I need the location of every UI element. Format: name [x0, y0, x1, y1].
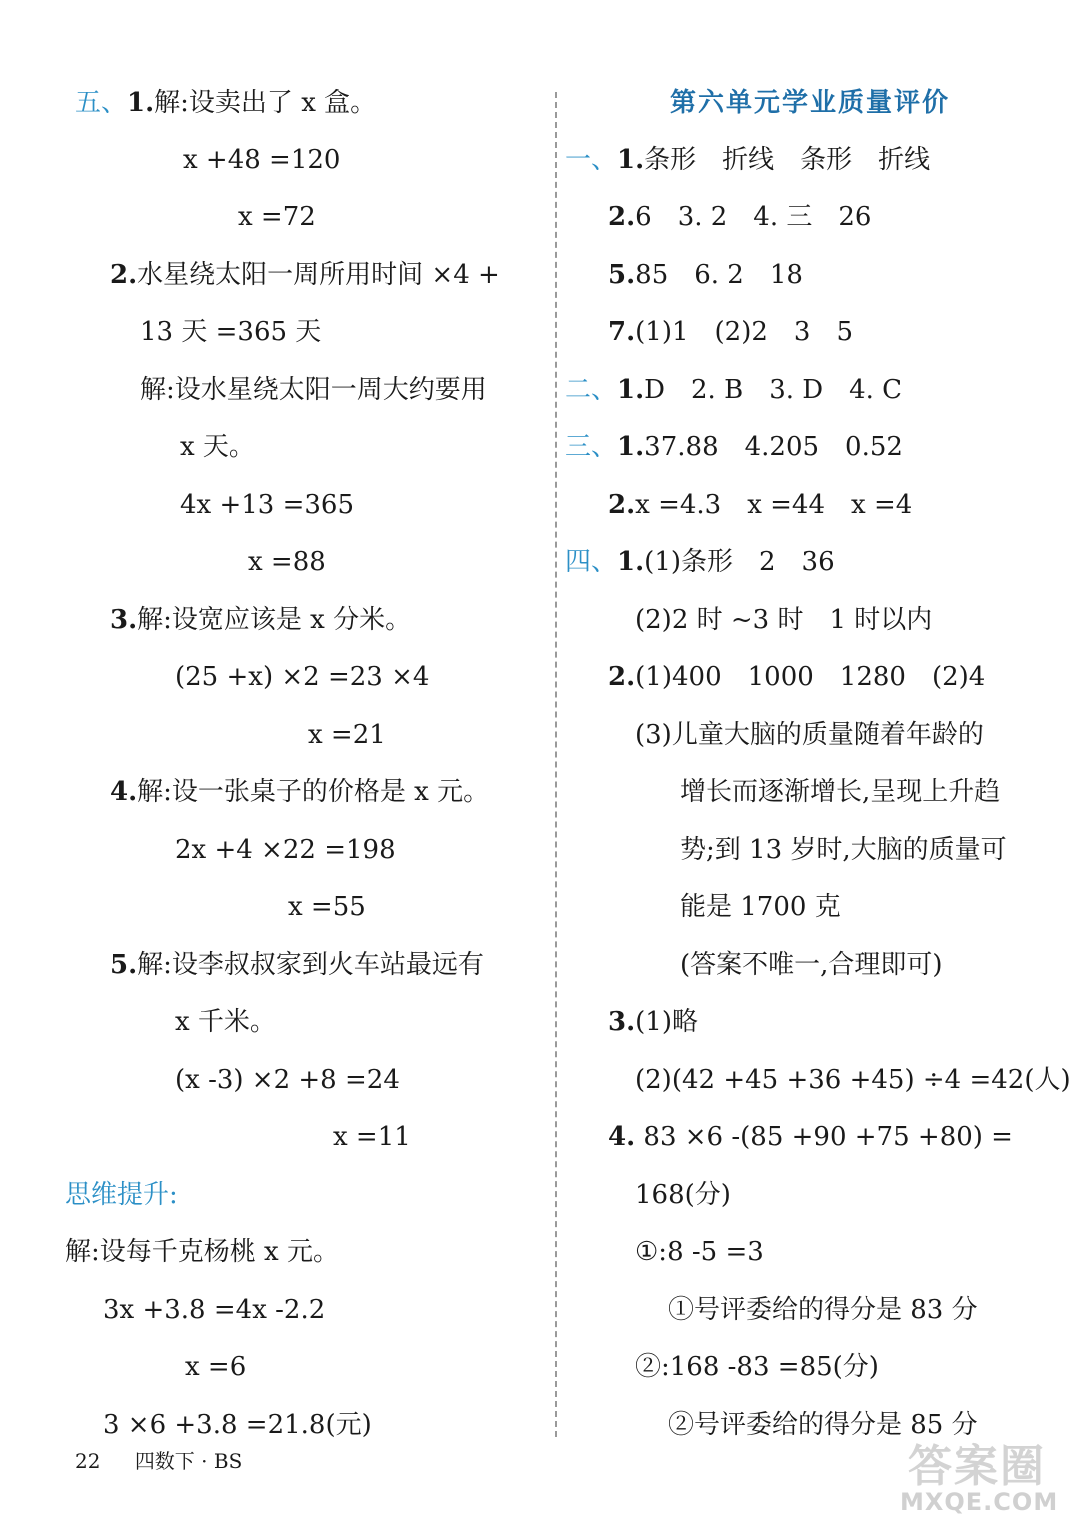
answer-text: x =55 — [288, 892, 366, 922]
answer-text: 解:设每千克杨桃 x 元。 — [65, 1237, 339, 1267]
answer-text: 条形 折线 条形 折线 — [644, 145, 931, 175]
left-answer-line — [175, 660, 429, 694]
left-answer-line — [65, 1235, 339, 1269]
answer-text: 解:设宽应该是 x 分米。 — [137, 605, 412, 635]
question-number: 2. — [110, 260, 138, 290]
answer-text: 增长而逐渐增长,呈现上升趋 — [680, 777, 1001, 807]
section-marker: 一、 — [565, 145, 618, 175]
answer-text: 势;到 13 岁时,大脑的质量可 — [680, 835, 1007, 865]
answer-text: 168(分) — [635, 1180, 731, 1210]
column-divider — [555, 92, 557, 1437]
answer-text: 83 ×6 -(85 +90 +75 +80) = — [635, 1122, 1013, 1152]
answer-text: x =4.3 x =44 x =4 — [635, 490, 913, 520]
answer-text: 3x +3.8 =4x -2.2 — [103, 1295, 326, 1325]
answer-text: (1)1 (2)2 3 5 — [635, 317, 853, 347]
right-answer-line — [680, 775, 1000, 809]
left-answer-line — [288, 890, 366, 924]
left-answer-line — [308, 718, 386, 752]
answer-text: 37.88 4.205 0.52 — [644, 432, 903, 462]
answer-text: (x -3) ×2 +8 =24 — [175, 1065, 400, 1095]
left-answer-line — [103, 1293, 325, 1327]
right-answer-line — [608, 258, 803, 292]
question-number: 2. — [608, 662, 636, 692]
answer-text: 解:设一张桌子的价格是 x 元。 — [137, 777, 490, 807]
answer-text: 解:设水星绕太阳一周大约要用 — [140, 375, 487, 405]
answer-text: (1)略 — [635, 1007, 698, 1037]
left-answer-line — [183, 143, 340, 177]
right-answer-line — [608, 315, 853, 349]
left-answer-line — [248, 545, 326, 579]
left-answer-line — [180, 430, 255, 464]
answer-text: ①:8 -5 =3 — [635, 1237, 764, 1267]
left-answer-line — [238, 200, 316, 234]
question-number: 2. — [608, 202, 636, 232]
question-number: 4. — [608, 1122, 636, 1152]
right-answer-line — [680, 948, 943, 982]
answer-text: (1)条形 2 36 — [644, 547, 835, 577]
answer-text: x 千米。 — [175, 1007, 276, 1037]
answer-text: x =6 — [185, 1352, 247, 1382]
book-label: 四数下 · BS — [134, 1449, 243, 1473]
right-answer-line — [608, 660, 985, 694]
watermark-logo: 答案圈 — [908, 1441, 1046, 1492]
left-answer-line — [333, 1120, 411, 1154]
section-marker: 四、 — [565, 547, 618, 577]
left-answer-line — [180, 488, 354, 522]
answer-text: (答案不唯一,合理即可) — [680, 950, 943, 980]
left-answer-line — [175, 833, 396, 867]
right-answer-line — [635, 603, 932, 637]
right-answer-line — [668, 1293, 978, 1327]
section-marker: 五、 — [75, 88, 128, 118]
watermark-url: MXQE.COM — [900, 1488, 1059, 1516]
question-number: 4. — [110, 777, 138, 807]
right-answer-line — [635, 1350, 879, 1384]
question-number: 5. — [110, 950, 138, 980]
right-answer-line — [565, 373, 902, 407]
right-answer-line — [635, 1235, 764, 1269]
answer-text: 3 ×6 +3.8 =21.8(元) — [103, 1410, 372, 1440]
section-marker: 思维提升: — [65, 1180, 178, 1210]
answer-text: 6 3. 2 4. 三 26 — [635, 202, 872, 232]
answer-text: 水星绕太阳一周所用时间 ×4 + — [137, 260, 500, 290]
right-answer-line — [608, 1120, 1013, 1154]
answer-text: 解:设李叔叔家到火车站最远有 — [137, 950, 484, 980]
section-title: 第六单元学业质量评价 — [670, 88, 951, 118]
answer-text: 13 天 =365 天 — [140, 317, 322, 347]
answer-text: ①号评委给的得分是 83 分 — [668, 1295, 978, 1325]
left-answer-line — [110, 258, 500, 292]
answer-text: ②号评委给的得分是 85 分 — [668, 1410, 978, 1440]
watermark — [900, 1430, 1075, 1530]
answer-text: 能是 1700 克 — [680, 892, 841, 922]
answer-text: 4x +13 =365 — [180, 490, 355, 520]
question-number: 1. — [617, 432, 645, 462]
answer-text: (2)2 时 ~3 时 1 时以内 — [635, 605, 933, 635]
right-answer-line — [565, 545, 835, 579]
right-answer-line — [565, 430, 903, 464]
answer-text: x =11 — [333, 1122, 411, 1152]
left-answer-line — [110, 775, 489, 809]
left-answer-line — [175, 1063, 400, 1097]
answer-text: (2)(42 +45 +36 +45) ÷4 =42(人) — [635, 1065, 1071, 1095]
answer-text: 85 6. 2 18 — [635, 260, 803, 290]
right-answer-line — [635, 718, 984, 752]
question-number: 3. — [608, 1007, 636, 1037]
right-answer-line — [608, 200, 871, 234]
question-number: 1. — [127, 88, 155, 118]
answer-text: 解:设卖出了 x 盒。 — [154, 88, 377, 118]
left-answer-line — [175, 1005, 276, 1039]
question-number: 7. — [608, 317, 636, 347]
section-marker: 二、 — [565, 375, 618, 405]
answer-text: (3)儿童大脑的质量随着年龄的 — [635, 720, 984, 750]
left-answer-line — [140, 373, 487, 407]
answer-text: x =72 — [238, 202, 316, 232]
answer-text: x 天。 — [180, 432, 255, 462]
question-number: 1. — [617, 145, 645, 175]
question-number: 2. — [608, 490, 636, 520]
left-answer-line — [185, 1350, 246, 1384]
right-answer-line — [635, 1063, 1071, 1097]
answer-text: D 2. B 3. D 4. C — [644, 375, 903, 405]
right-answer-line — [635, 1178, 731, 1212]
answer-text: x =21 — [308, 720, 386, 750]
left-answer-line — [110, 603, 411, 637]
answer-text: ②:168 -83 =85(分) — [635, 1352, 879, 1382]
right-answer-line — [608, 1005, 698, 1039]
question-number: 1. — [617, 375, 645, 405]
right-answer-line — [680, 890, 841, 924]
question-number: 1. — [617, 547, 645, 577]
page-number: 22 — [75, 1449, 101, 1473]
right-answer-line — [565, 143, 930, 177]
left-answer-line — [65, 1178, 178, 1212]
left-answer-line — [103, 1408, 372, 1442]
answer-text: (25 +x) ×2 =23 ×4 — [175, 662, 430, 692]
answer-text: x +48 =120 — [183, 145, 341, 175]
left-answer-line — [75, 86, 376, 120]
page-footer — [75, 1448, 270, 1474]
answer-text: x =88 — [248, 547, 326, 577]
answer-text: (1)400 1000 1280 (2)4 — [635, 662, 986, 692]
question-number: 3. — [110, 605, 138, 635]
left-answer-line — [110, 948, 484, 982]
right-answer-line — [680, 833, 1007, 867]
answer-text: 2x +4 ×22 =198 — [175, 835, 396, 865]
right-answer-line — [608, 488, 912, 522]
left-answer-line — [140, 315, 321, 349]
section-marker: 三、 — [565, 432, 618, 462]
question-number: 5. — [608, 260, 636, 290]
